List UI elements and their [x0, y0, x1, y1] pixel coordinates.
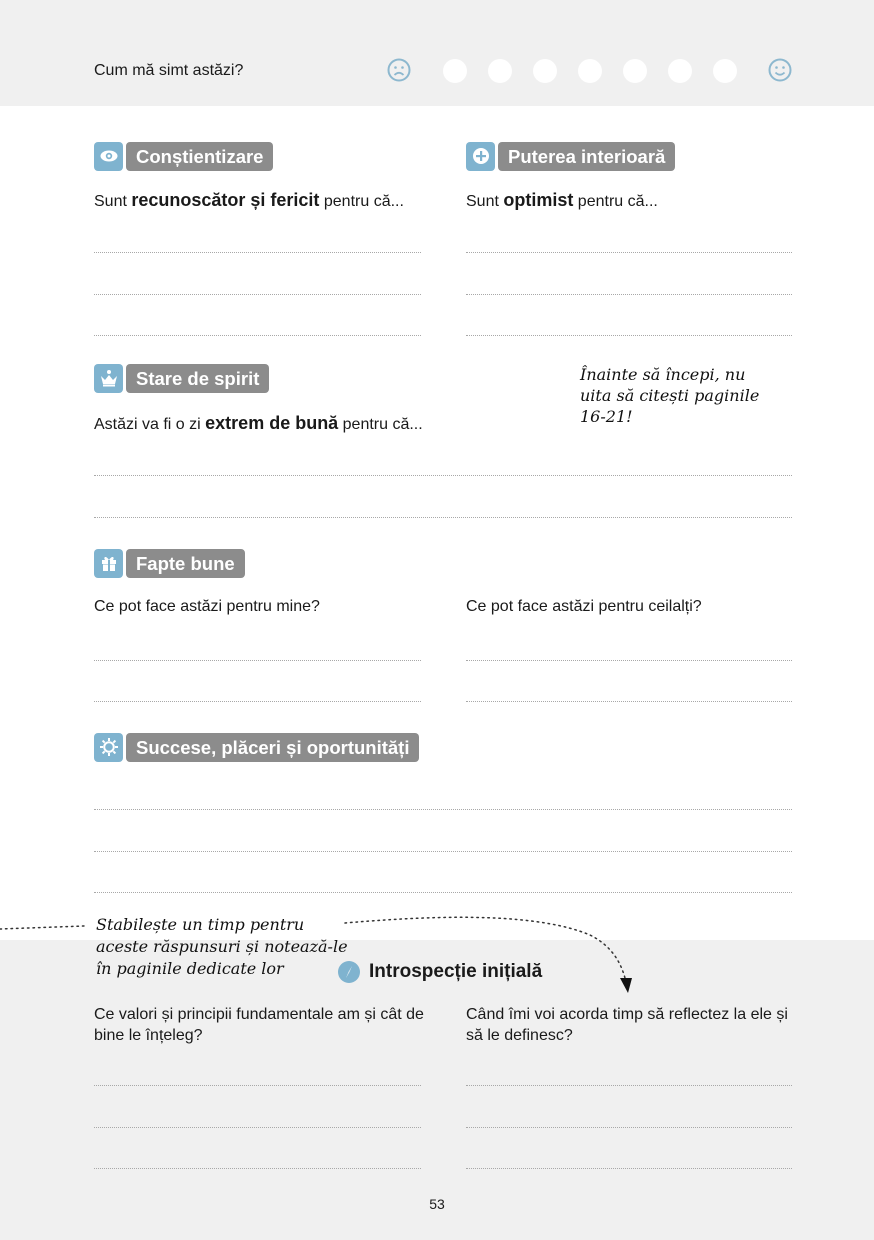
compass-icon [338, 961, 360, 983]
page-number: 53 [429, 1196, 445, 1212]
mood-question: Cum mă simt astăzi? [94, 62, 244, 79]
answer-line[interactable] [466, 1085, 792, 1086]
prompt-for-others: Ce pot face astăzi pentru ceilalți? [466, 598, 702, 615]
section-header-introspectie [338, 961, 542, 983]
section-title: Introspecție inițială [369, 961, 543, 982]
question-values: Ce valori și principii fundamentale am și cât de bine le înțeleg? [94, 1006, 424, 1044]
arrowhead-icon [620, 978, 632, 993]
section-title: Stare de spirit [126, 364, 269, 393]
reminder-note: Înainte să începi, nu uita să citești paginile 16-21! [580, 365, 760, 426]
answer-line[interactable] [94, 1085, 421, 1086]
answer-line[interactable] [466, 1127, 792, 1128]
time-note: Stabilește un timp pentru aceste răspunsuri și notează-le în paginile dedicate lor [96, 915, 348, 978]
prompt-optimism: Sunt optimist pentru că... [466, 190, 658, 210]
section-title: Fapte bune [126, 549, 245, 578]
section-title: Succese, plăceri și oportunități [126, 733, 419, 762]
question-reflection-time: Când îmi voi acorda timp să reflectez la ele și să le definesc? [466, 1006, 788, 1044]
prompt-for-me: Ce pot face astăzi pentru mine? [94, 598, 320, 615]
prompt-mood: Astăzi va fi o zi extrem de bună pentru că... [94, 413, 423, 433]
answer-line[interactable] [94, 1127, 421, 1128]
prompt-gratitude: Sunt recunoscător și fericit pentru că... [94, 190, 404, 210]
answer-line[interactable] [94, 1168, 421, 1169]
answer-line[interactable] [466, 1168, 792, 1169]
section-title: Puterea interioară [498, 142, 675, 171]
section-title: Conștientizare [126, 142, 273, 171]
